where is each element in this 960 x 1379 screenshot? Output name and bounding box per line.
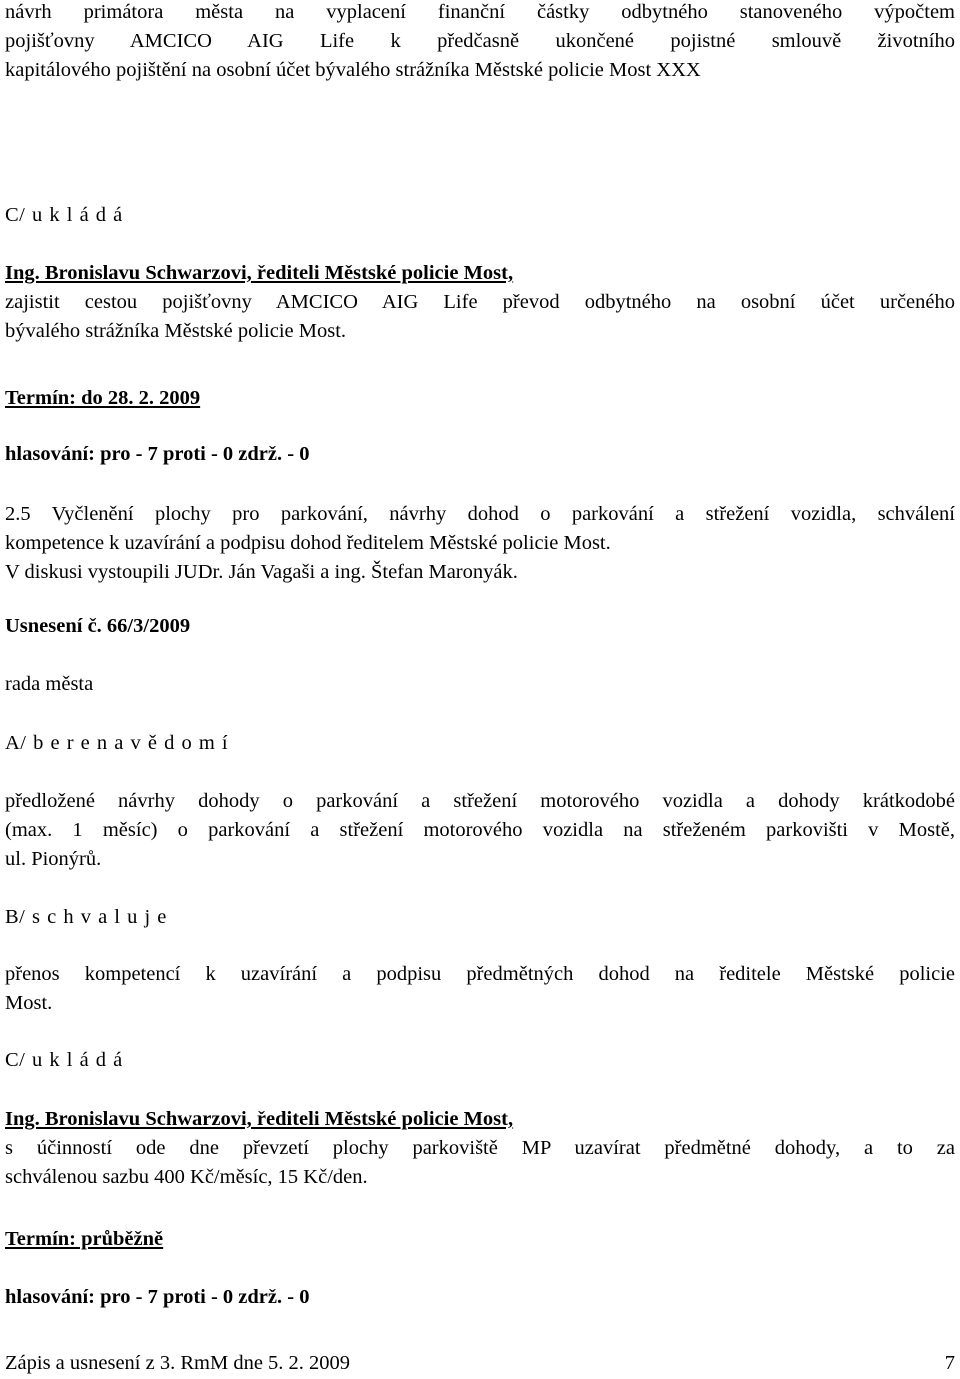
discussion-note: V diskusi vystoupili JUDr. Ján Vagaši a ing. Štefan Maronyák.	[5, 561, 518, 583]
section2-c-heading: C/ u k l á d á	[5, 1049, 123, 1071]
page-number: 7	[944, 1352, 955, 1374]
section1-deadline: Termín: do 28. 2. 2009	[5, 387, 201, 409]
item-line: kompetence k uzavírání a podpisu dohod ředitelem Městské policie Most.	[5, 532, 611, 554]
body-name: rada města	[5, 673, 94, 695]
footer-title: Zápis a usnesení z 3. RmM dne 5. 2. 2009	[5, 1352, 351, 1374]
section2-deadline: Termín: průběžně	[5, 1228, 164, 1250]
item-2-5-heading	[5, 500, 955, 558]
section1-c-heading: C/ u k l á d á	[5, 204, 123, 226]
a-line: ul. Pionýrů.	[5, 848, 102, 870]
section1-vote: hlasování: pro - 7 proti - 0 zdrž. - 0	[5, 443, 310, 465]
c-paragraph	[5, 1134, 955, 1192]
b-heading: B/ s c h v a l u j e	[5, 906, 167, 928]
intro-line: pojišťovny AMCICO AIG Life k předčasně ukončené pojistné smlouvě životního	[5, 30, 955, 52]
intro-line: kapitálového pojištění na osobní účet bývalého strážníka Městské policie Most XXX	[5, 59, 701, 81]
section2-addressee: Ing. Bronislavu Schwarzovi, řediteli Městské policie Most,	[5, 1108, 514, 1130]
resolution-number: Usnesení č. 66/3/2009	[5, 615, 191, 637]
section1-task	[5, 288, 955, 346]
section1-addressee: Ing. Bronislavu Schwarzovi, řediteli Městské policie Most,	[5, 262, 514, 284]
intro-paragraph	[5, 0, 955, 85]
task-line: zajistit cestou pojišťovny AMCICO AIG Life převod odbytného na osobní účet určeného	[5, 291, 955, 313]
item-line: 2.5 Vyčlenění plochy pro parkování, návrhy dohod o parkování a střežení vozidla, schválení	[5, 503, 955, 525]
a-heading: A/ b e r e n a v ě d o m í	[5, 732, 229, 754]
intro-line: návrh primátora města na vyplacení finanční částky odbytného stanoveného výpočtem	[5, 1, 955, 23]
a-line: předložené návrhy dohody o parkování a střežení motorového vozidla a dohody krátkodobé	[5, 790, 955, 812]
task-line: bývalého strážníka Městské policie Most.	[5, 320, 347, 342]
c-line: s účinností ode dne převzetí plochy parkoviště MP uzavírat předmětné dohody, a to za	[5, 1137, 955, 1159]
b-line: Most.	[5, 992, 53, 1014]
a-line: (max. 1 měsíc) o parkování a střežení motorového vozidla na střeženém parkovišti v Mostě,	[5, 819, 955, 841]
b-paragraph	[5, 960, 955, 1018]
c-line: schválenou sazbu 400 Kč/měsíc, 15 Kč/den.	[5, 1166, 368, 1188]
b-line: přenos kompetencí k uzavírání a podpisu předmětných dohod na ředitele Městské policie	[5, 963, 955, 985]
a-paragraph	[5, 787, 955, 874]
section2-vote: hlasování: pro - 7 proti - 0 zdrž. - 0	[5, 1286, 310, 1308]
